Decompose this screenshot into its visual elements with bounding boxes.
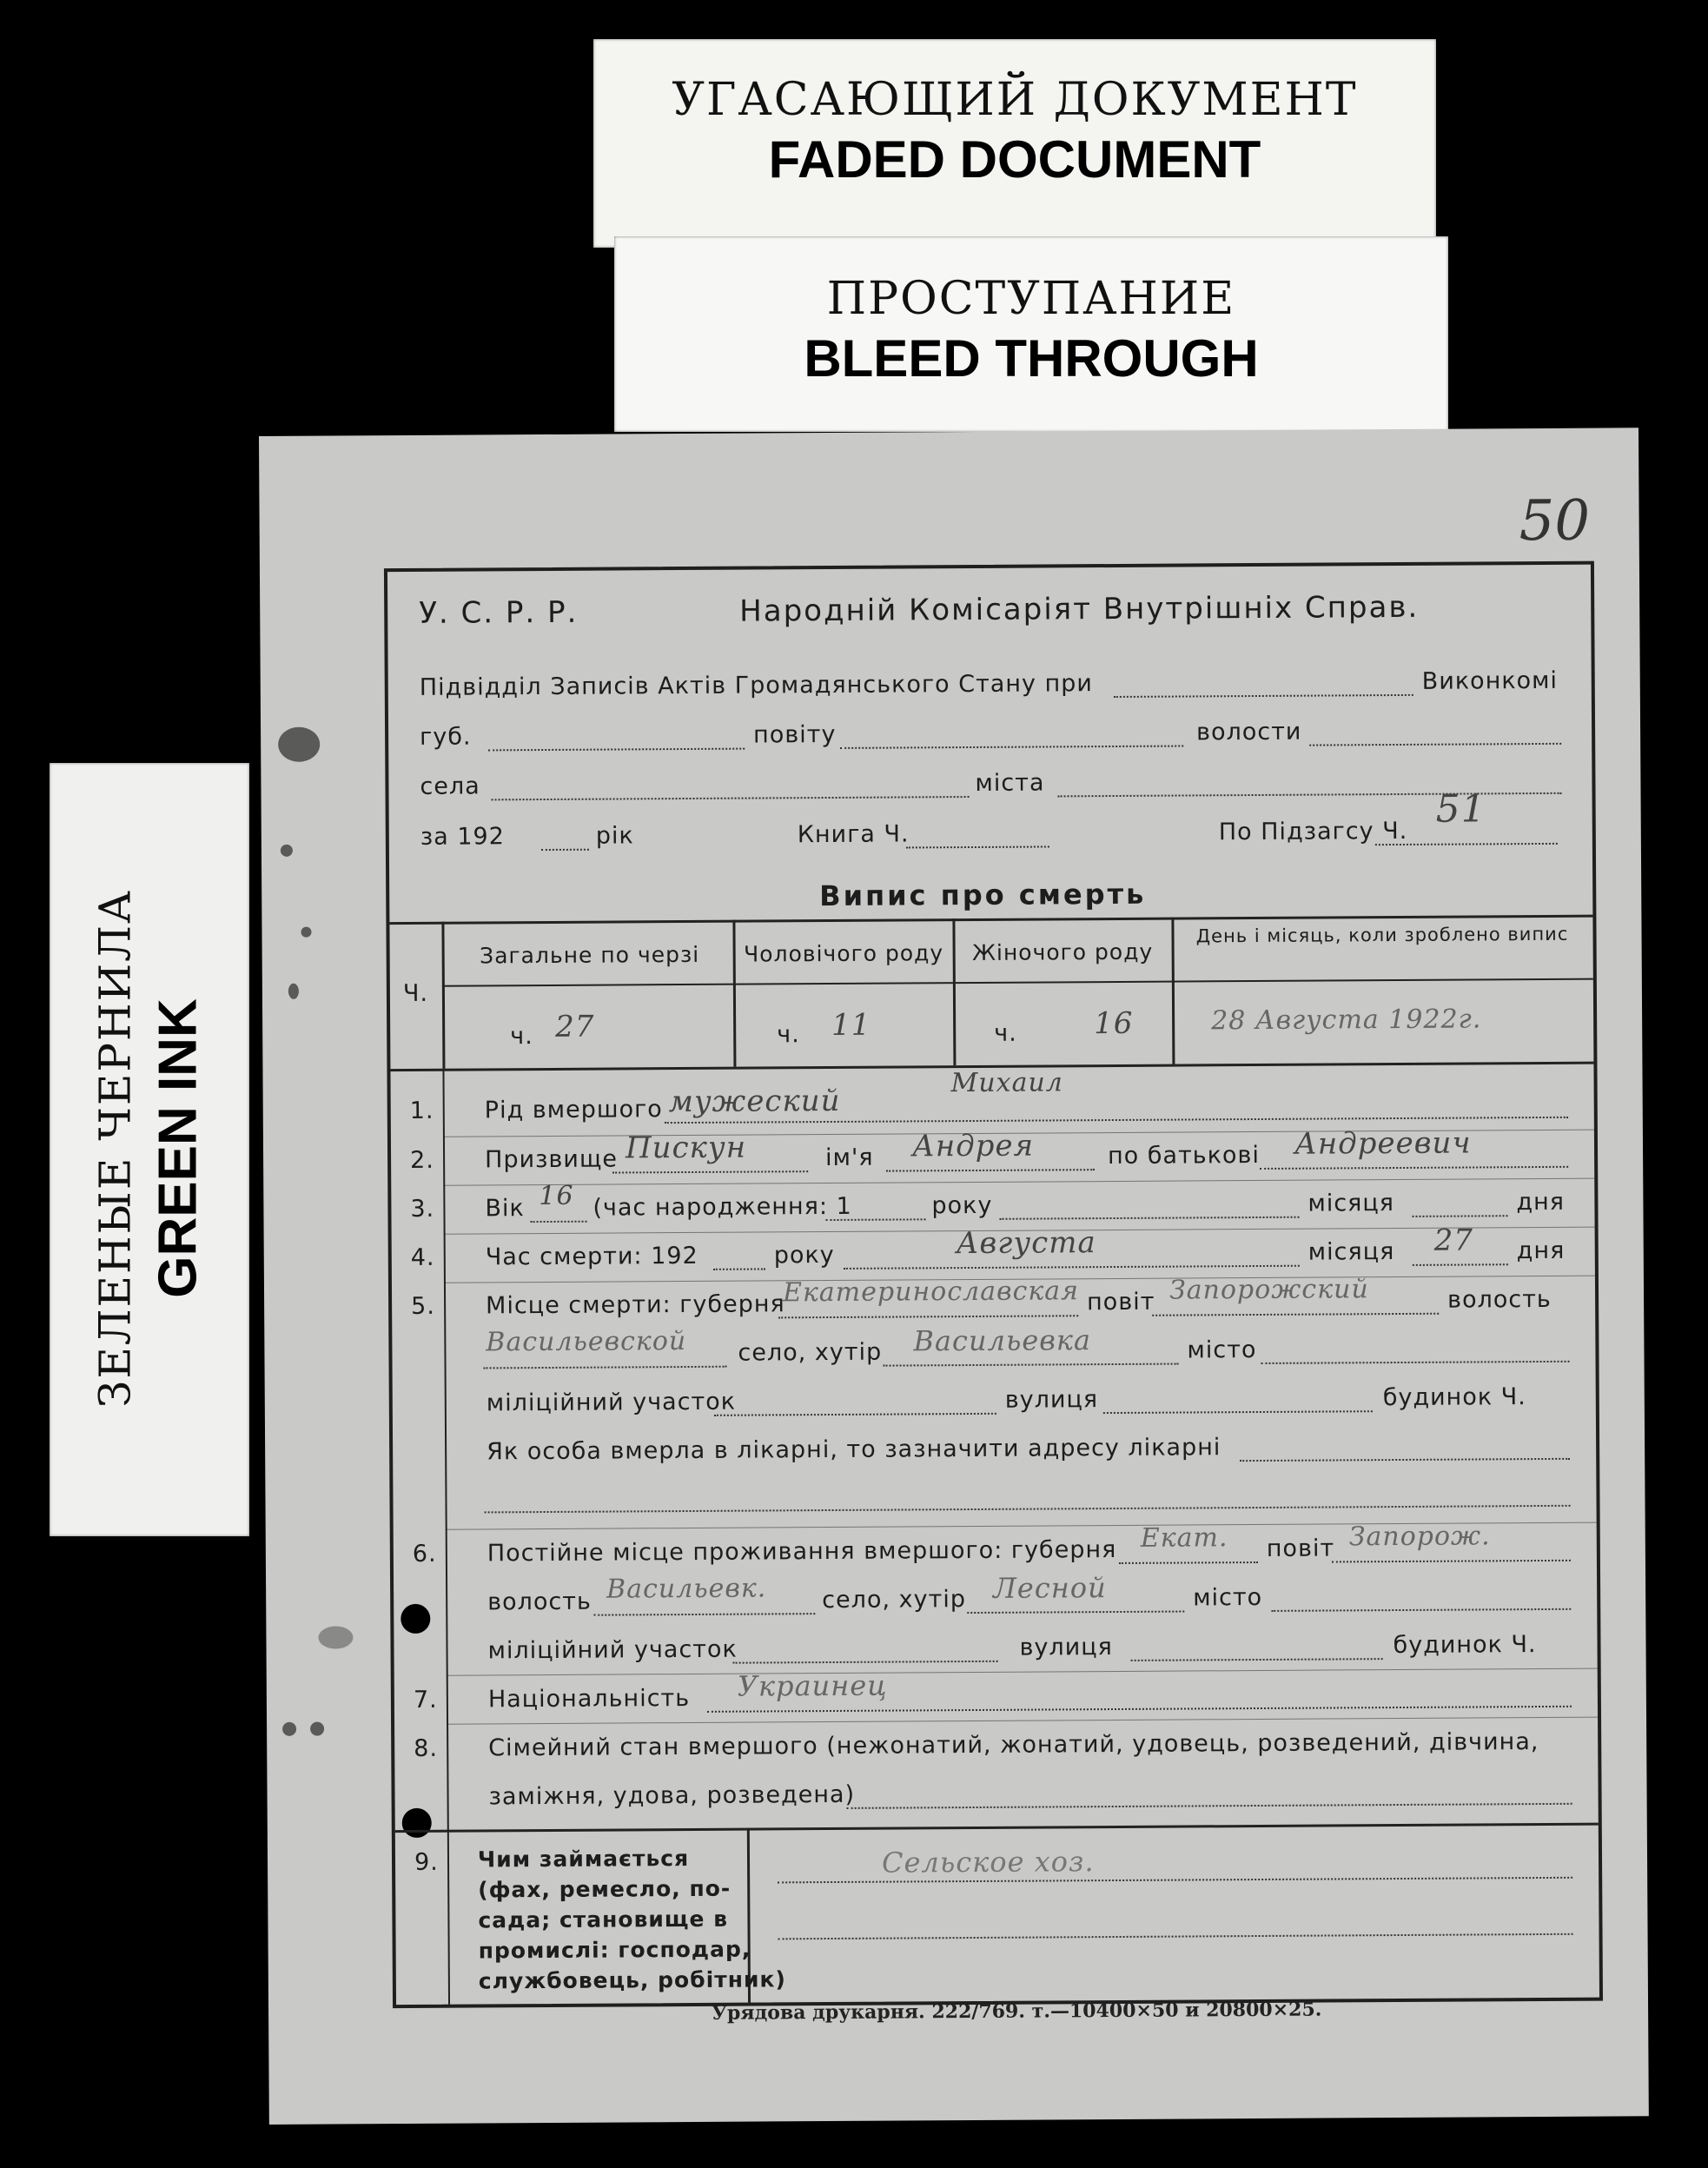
ink-stain (318, 1626, 353, 1648)
residence-povit-value: Запорож. (1348, 1521, 1491, 1553)
row-number: 4. (410, 1243, 435, 1271)
row-number: 1. (409, 1097, 434, 1124)
residence-village-field[interactable] (967, 1611, 1184, 1614)
republic-abbr: У. С. Р. Р. (419, 594, 579, 631)
hospital-field[interactable] (1240, 1458, 1570, 1462)
occupation-top-border (395, 1823, 1599, 1833)
ch-prefix: ч. (510, 1023, 533, 1051)
residence-povit-label: повіт (1266, 1535, 1335, 1562)
death-village-value: Васильевка (913, 1323, 1092, 1358)
row-separator (447, 1668, 1598, 1676)
first-name-field[interactable] (886, 1169, 1095, 1171)
row-separator (443, 1178, 1594, 1186)
executive-committee-label: Виконкомі (1421, 666, 1559, 695)
row-number: 8. (414, 1734, 439, 1762)
death-day-value: 27 (1433, 1223, 1474, 1258)
surname-label: Призвище (484, 1145, 619, 1174)
row-number: 7. (413, 1686, 438, 1714)
patronymic-label: по батькові (1107, 1141, 1261, 1170)
death-year-field[interactable] (713, 1268, 765, 1270)
folio-number: 50 (1519, 488, 1591, 554)
death-povit-value: Запорожский (1168, 1274, 1369, 1306)
residence-town-field[interactable] (1271, 1608, 1571, 1612)
death-month-suffix: місяця (1307, 1238, 1395, 1266)
deceased-sex-label: Рід вмершого (484, 1096, 663, 1124)
birth-month-field[interactable] (1000, 1217, 1300, 1220)
surname-field[interactable] (612, 1170, 808, 1173)
gub-field[interactable] (488, 748, 745, 752)
table-ch-label: Ч. (402, 979, 429, 1007)
row-number: 6. (412, 1540, 437, 1568)
nationality-value: Украинец (737, 1668, 888, 1703)
printer-imprint: Урядова друкарня. 222/769. т.—10400×50 и 20800×25. (712, 1998, 1322, 2025)
row-number: 2. (409, 1146, 434, 1174)
row-number: 9. (414, 1848, 439, 1876)
death-place-label: Місце смерти: губерня (486, 1290, 785, 1320)
birth-day-suffix: дня (1516, 1188, 1566, 1217)
table-col-line (732, 920, 736, 1067)
occupation-label-line: промислі: господар, (478, 1936, 751, 1964)
birth-month-suffix: місяця (1307, 1190, 1395, 1217)
book-field[interactable] (906, 845, 1049, 848)
deceased-sex-value: мужеский (668, 1083, 841, 1120)
col-date-header: День і місяць, коли зроблено випис (1195, 923, 1569, 947)
death-record-form (384, 561, 1603, 2008)
occupation-label (478, 1842, 786, 1996)
povitu-field[interactable] (840, 746, 1183, 749)
death-street-label: вулиця (1004, 1386, 1099, 1414)
col-female-header: Жіночого роду (971, 938, 1154, 965)
marital-status-label-cont: заміжня, удова, розведена) (488, 1780, 856, 1811)
first-name-value: Андрея (911, 1128, 1035, 1164)
sela-label: села (420, 772, 480, 800)
death-street-field[interactable] (1103, 1410, 1373, 1414)
death-month-field[interactable] (844, 1265, 1300, 1270)
residence-village-label: село, хутір (822, 1586, 967, 1614)
occupation-label-line: (фах, ремесло, по- (478, 1875, 732, 1903)
bleed-through-label (614, 236, 1448, 432)
death-year-suffix: року (773, 1241, 835, 1270)
residence-povit-field[interactable] (1332, 1560, 1571, 1563)
faded-document-label (593, 39, 1436, 248)
female-count-value: 16 (1094, 1005, 1134, 1042)
green-label-ru: ЗЕЛЕНЫЕ ЧЕРНИЛА (89, 889, 141, 1408)
green-label-en: GREEN INK (148, 998, 209, 1298)
death-militia-field[interactable] (714, 1413, 996, 1416)
death-month-value: Августа (956, 1225, 1096, 1262)
row-number: 5. (411, 1292, 435, 1320)
ink-stain (301, 927, 311, 938)
death-house-label: будинок Ч. (1382, 1383, 1526, 1412)
nationality-field[interactable] (707, 1706, 1572, 1713)
residence-gub-value: Екат. (1140, 1522, 1228, 1554)
residence-village-value: Лесной (992, 1571, 1107, 1605)
death-povit-label: повіт (1087, 1288, 1155, 1316)
first-name-label: ім'я (824, 1144, 874, 1172)
age-value: 16 (539, 1180, 574, 1212)
year-field[interactable] (541, 849, 589, 851)
col-male-header: Чоловічого роду (744, 940, 944, 967)
age-field[interactable] (531, 1221, 587, 1223)
death-record-paper (259, 428, 1649, 2125)
death-village-label: село, хутір (738, 1338, 883, 1367)
subregistry-label: По Підзагсу Ч. (1218, 817, 1408, 846)
residence-house-label: будинок Ч. (1393, 1631, 1537, 1660)
marital-status-field[interactable] (847, 1803, 1572, 1809)
residence-label: Постійне місце проживання вмершого: губерня (487, 1535, 1117, 1568)
ink-stain (281, 845, 293, 857)
ink-stain (282, 1722, 296, 1736)
volosti-field[interactable] (1309, 743, 1561, 746)
general-count-value: 27 (555, 1009, 595, 1044)
residence-volost-label: волость (487, 1588, 592, 1616)
male-count-value: 11 (831, 1007, 871, 1043)
bleed-label-en: BLEED THROUGH (804, 329, 1259, 388)
deceased-sex-extra: Михаил (950, 1067, 1063, 1099)
occupation-label-line: службовець, робітник) (478, 1966, 786, 1994)
hospital-field-line2[interactable] (485, 1505, 1571, 1514)
death-day-suffix: дня (1516, 1236, 1566, 1265)
year-label: за 192 (420, 823, 505, 851)
death-village-field[interactable] (884, 1363, 1179, 1367)
book-label: Книга Ч. (797, 820, 910, 849)
faded-label-en: FADED DOCUMENT (768, 130, 1261, 189)
sela-field[interactable] (492, 796, 970, 800)
extract-date-value: 28 Августа 1922г. (1211, 1004, 1482, 1037)
residence-volost-value: Васильевк. (606, 1573, 767, 1605)
faded-label-ru: УГАСАЮЩИЙ ДОКУМЕНТ (672, 74, 1358, 126)
green-ink-label (50, 763, 249, 1536)
death-gub-field[interactable] (778, 1315, 1078, 1318)
residence-gub-field[interactable] (1119, 1561, 1258, 1564)
marital-status-label: Сімейний стан вмершого (нежонатий, жонатий, удовець, розведений, дівчина, (488, 1728, 1539, 1762)
subregistry-value: 51 (1435, 786, 1486, 832)
patronymic-value: Андреевич (1294, 1125, 1472, 1162)
occupation-label-line: сада; становище в (478, 1906, 729, 1933)
residence-town-label: місто (1193, 1583, 1263, 1612)
occupation-label-line: Чим займається (477, 1846, 690, 1873)
table-col-line (441, 922, 445, 1069)
col-general-header: Загальне по черзі (480, 941, 700, 969)
death-town-field[interactable] (1261, 1361, 1570, 1364)
residence-militia-field[interactable] (733, 1661, 998, 1664)
death-time-label: Час смерти: 192 (485, 1242, 698, 1271)
birth-year-field[interactable] (826, 1218, 926, 1221)
death-day-field[interactable] (1413, 1263, 1508, 1266)
death-town-label: місто (1187, 1336, 1257, 1364)
occupation-value: Сельское хоз. (881, 1845, 1095, 1880)
death-militia-label: міліційний участок (486, 1388, 737, 1417)
birth-year-suffix: року (931, 1191, 993, 1220)
subdepartment-label: Підвідділ Записів Актів Громадянського Стану при (419, 670, 1093, 701)
patronymic-field[interactable] (1260, 1166, 1568, 1170)
table-col-line (1171, 918, 1175, 1064)
bleed-label-ru: ПРОСТУПАНИЕ (826, 273, 1236, 325)
ch-prefix: ч. (777, 1021, 800, 1049)
mista-label: міста (975, 769, 1045, 797)
occupation-field-line2[interactable] (778, 1933, 1573, 1940)
death-volost-value: Васильевской (486, 1326, 687, 1358)
death-povit-field[interactable] (1152, 1313, 1439, 1316)
ink-stain (288, 984, 299, 999)
ch-prefix: ч. (994, 1019, 1017, 1047)
volosti-label: волости (1196, 718, 1302, 746)
birth-label: (час народження: 1 (593, 1192, 852, 1222)
death-volost-field[interactable] (484, 1366, 727, 1369)
table-mid-border (442, 978, 1593, 987)
nationality-label: Національність (487, 1684, 691, 1714)
ink-stain (278, 727, 320, 762)
residence-street-label: вулиця (1019, 1634, 1113, 1661)
rik-label: рік (595, 822, 634, 850)
residence-street-field[interactable] (1131, 1658, 1383, 1661)
age-label: Вік (485, 1195, 525, 1223)
residence-volost-field[interactable] (593, 1613, 815, 1616)
death-gub-value: Екатеринославская (782, 1276, 1080, 1309)
gub-label: губ. (420, 723, 472, 751)
subregistry-field[interactable] (1375, 843, 1558, 845)
death-volost-label: волость (1447, 1285, 1552, 1314)
surname-value: Пискун (625, 1130, 747, 1166)
row-separator (447, 1717, 1598, 1725)
commissariat-name: Народній Комісаріят Внутрішніх Справ. (739, 589, 1420, 629)
executive-committee-field[interactable] (1114, 694, 1413, 698)
document-title: Випис про смерть (819, 877, 1147, 913)
row-number-column-line (442, 1069, 450, 2005)
hospital-label: Як особа вмерла в лікарні, то зазначити адресу лікарні (487, 1434, 1221, 1466)
povitu-label: повіту (753, 720, 837, 749)
ink-stain (310, 1722, 324, 1736)
birth-day-field[interactable] (1413, 1215, 1508, 1217)
row-number: 3. (410, 1195, 435, 1223)
residence-militia-label: міліційний участок (487, 1635, 738, 1665)
